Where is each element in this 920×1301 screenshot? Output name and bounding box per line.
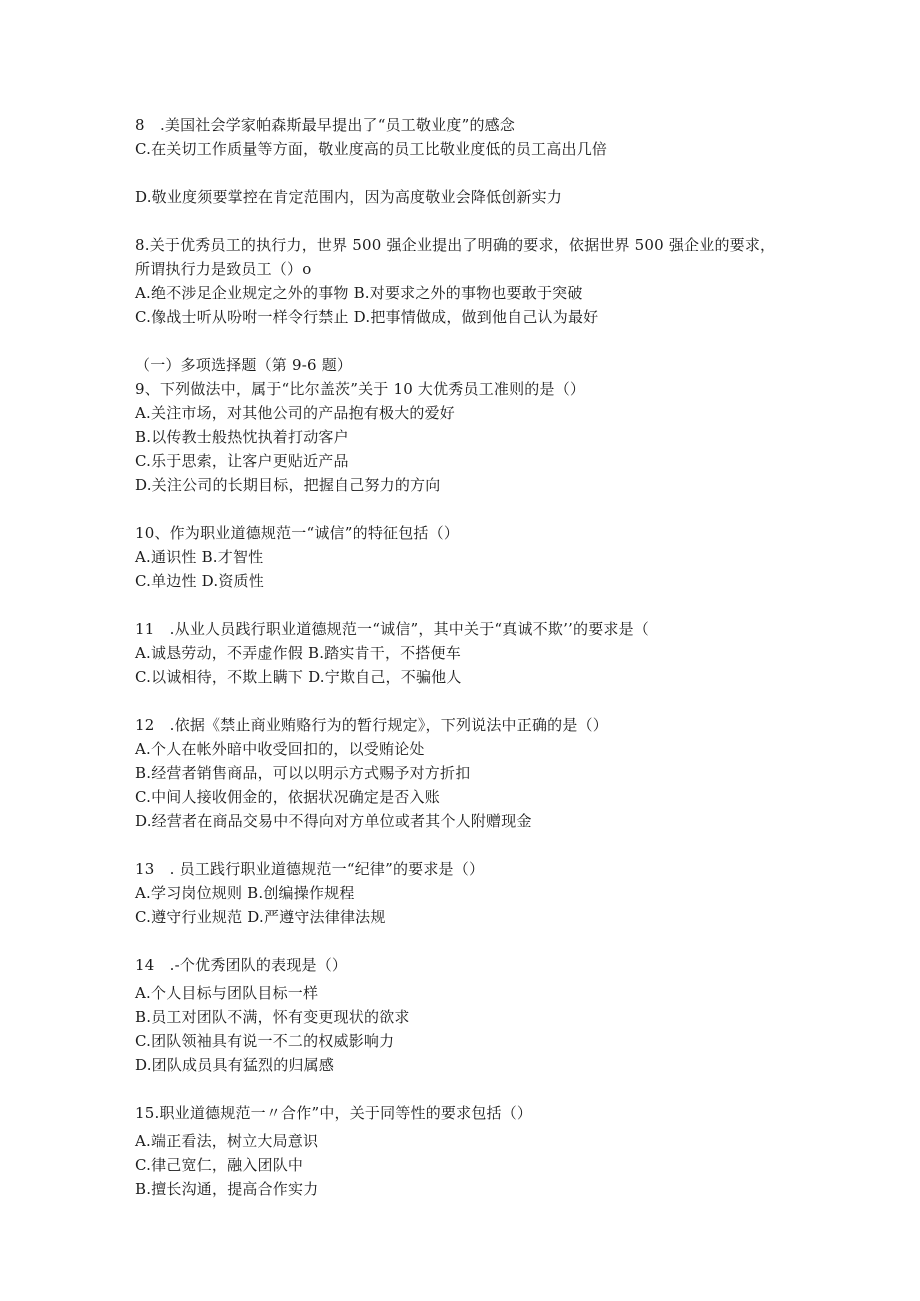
q10-stem: 10、作为职业道德规范一“诚信”的特征包括（）: [135, 524, 460, 542]
q9-option-a: A.关注市场，对其他公司的产品抱有极大的爱好: [135, 404, 456, 422]
q15-option-c: C.律己宽仁，融入团队中: [135, 1156, 304, 1174]
q14-stem: 14 .-个优秀团队的表现是（）: [135, 956, 348, 974]
q12-option-a: A.个人在帐外暗中收受回扣的，以受贿论处: [135, 740, 425, 758]
q14-option-c: C.团队领袖具有说一不二的权威影响力: [135, 1032, 395, 1050]
q12-option-d: D.经营者在商品交易中不得向对方单位或者其个人附赠现金: [135, 812, 532, 830]
q9-stem: 9、下列做法中，属于“比尔盖茨”关于 10 大优秀员工准则的是（）: [135, 380, 586, 398]
q9-option-b: B.以传教士般热忱执着打动客户: [135, 428, 349, 446]
q13-options-ab: A.学习岗位规则 B.创编操作规程: [135, 884, 355, 902]
q15-option-a: A.端正看法，树立大局意识: [135, 1132, 319, 1150]
q9-option-c: C.乐于思索，让客户更贴近产品: [135, 452, 349, 470]
q12-option-b: B.经营者销售商品，可以以明示方式赐予对方折扣: [135, 764, 471, 782]
q14-option-b: B.员工对团队不满，怀有变更现状的欲求: [135, 1008, 410, 1026]
q8a-option-c: C.在关切工作质量等方面，敬业度高的员工比敬业度低的员工高出几倍: [135, 140, 608, 158]
q8b-stem-line2: 所谓执行力是致员工（）o: [135, 260, 312, 278]
q11-stem: 11 .从业人员践行职业道德规范一“诚信”，其中关于“真诚不欺’’的要求是（: [135, 620, 649, 638]
q8b-stem-line1: 8.关于优秀员工的执行力，世界 500 强企业提出了明确的要求，依据世界 500 强企业的要求，: [135, 236, 776, 254]
q8a-stem: 8 .美国社会学家帕森斯最早提出了“员工敬业度”的感念: [135, 116, 516, 134]
q15-option-b: B.擅长沟通，提高合作实力: [135, 1180, 319, 1198]
q10-options-cd: C.单边性 D.资质性: [135, 572, 264, 590]
q13-options-cd: C.遵守行业规范 D.严遵守法律律法规: [135, 908, 386, 926]
q14-option-d: D.团队成员具有猛烈的归属感: [135, 1056, 335, 1074]
q8b-options-ab: A.绝不涉足企业规定之外的事物 B.对要求之外的事物也要敢于突破: [135, 284, 583, 302]
q14-option-a: A.个人目标与团队目标一样: [135, 984, 319, 1002]
q13-stem: 13 . 员工践行职业道德规范一“纪律”的要求是（）: [135, 860, 485, 878]
q10-options-ab: A.通识性 B.才智性: [135, 548, 264, 566]
q12-option-c: C.中间人接收佣金的，依据状况确定是否入账: [135, 788, 440, 806]
q11-options-cd: C.以诚相待，不欺上瞒下 D.宁欺自己，不骗他人: [135, 668, 462, 686]
q8a-option-d: D.敬业度须要掌控在肯定范围内，因为高度敬业会降低创新实力: [135, 188, 563, 206]
q11-options-ab: A.诚恳劳动，不弄虚作假 B.踏实肯干，不搭便车: [135, 644, 461, 662]
q9-option-d: D.关注公司的长期目标，把握自己努力的方向: [135, 476, 441, 494]
q8b-options-cd: C.像战士听从吩咐一样令行禁止 D.把事情做成，做到他自己认为最好: [135, 308, 599, 326]
q12-stem: 12 .依据《禁止商业贿赂行为的暂行规定》，下列说法中正确的是（）: [135, 716, 608, 734]
section-heading: （一）多项选择题（第 9-6 题）: [135, 356, 353, 374]
q15-stem: 15.职业道德规范一〃合作”中，关于同等性的要求包括（）: [135, 1104, 533, 1122]
